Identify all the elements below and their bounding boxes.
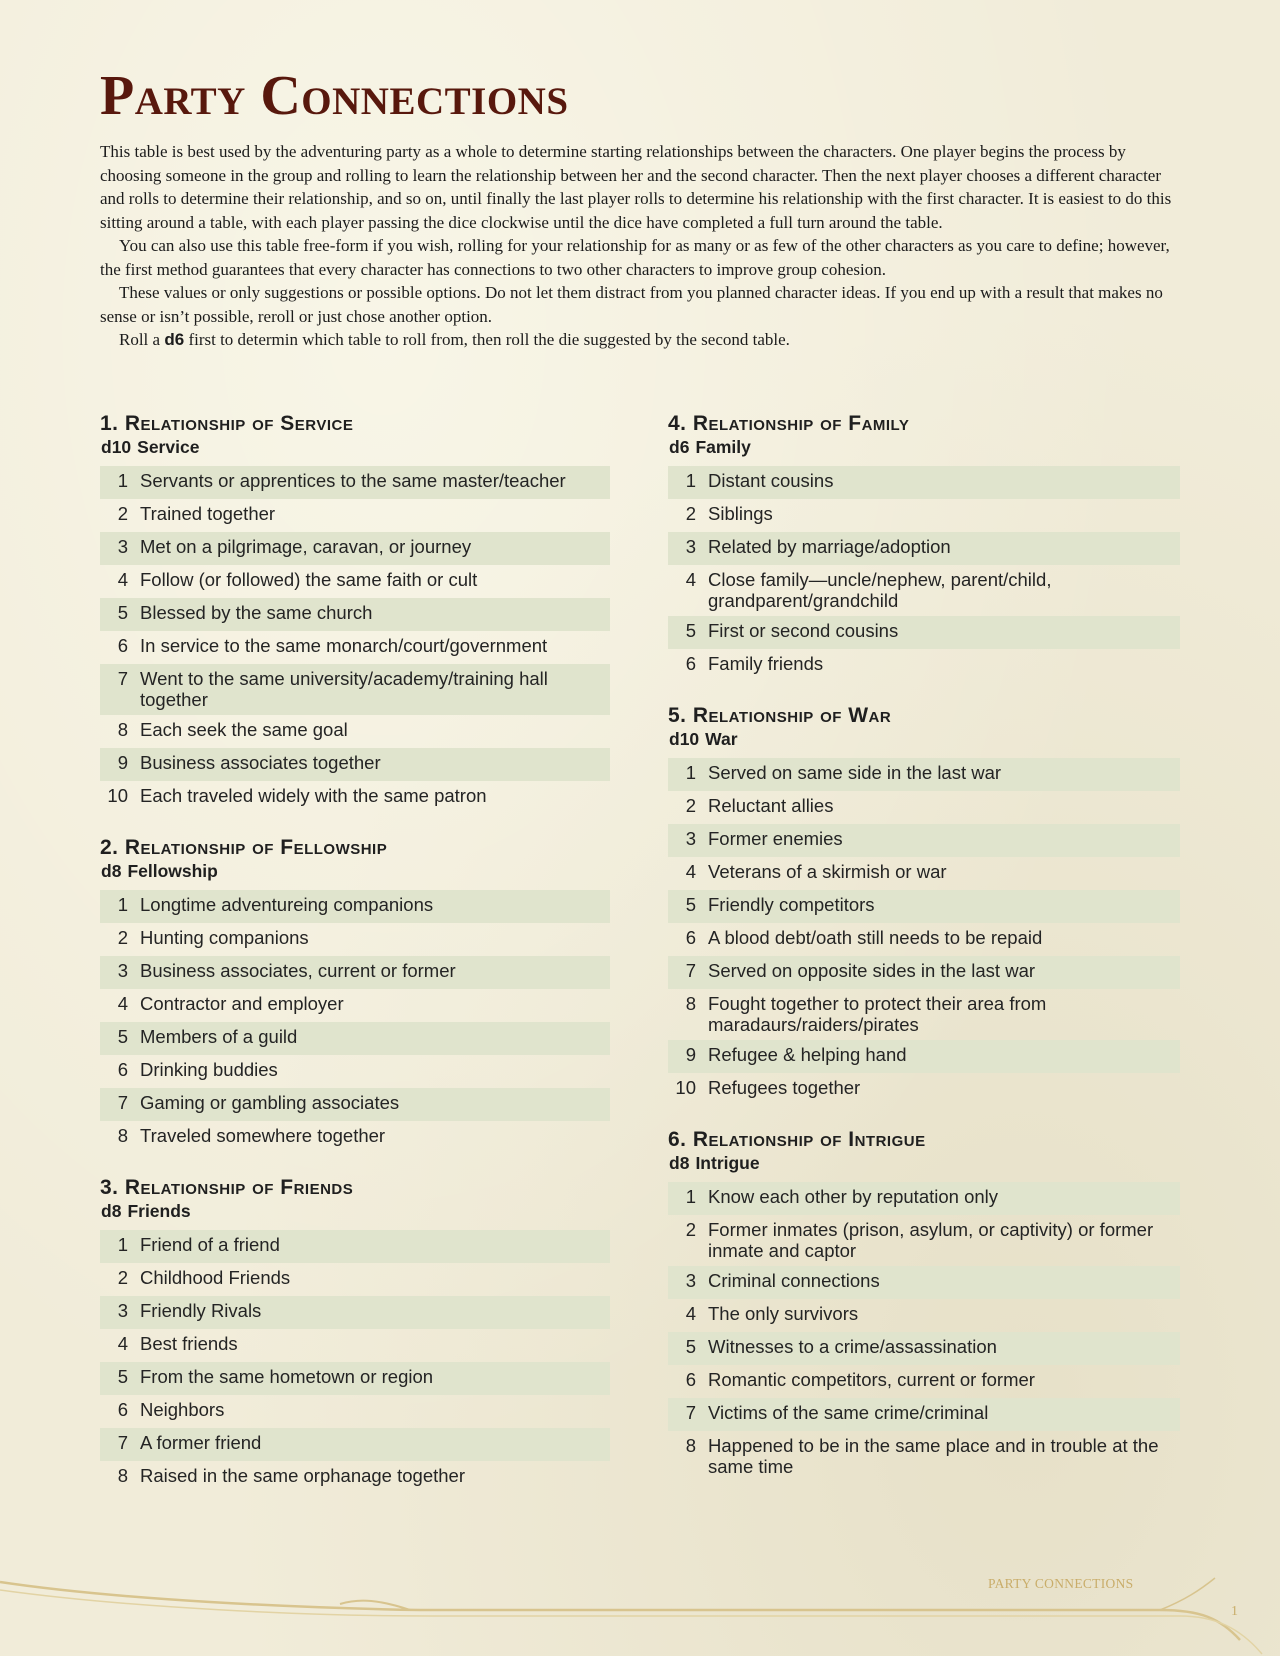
- table-row: [668, 1266, 1180, 1299]
- table-heading: 2. Relationship of Fellowship: [100, 836, 388, 859]
- roll-number: 3: [117, 1300, 128, 1321]
- relationship-text: Each seek the same goal: [140, 719, 348, 740]
- table-row: [668, 466, 1180, 499]
- relationship-text: Served on opposite sides in the last war: [708, 960, 1036, 981]
- roll-number: 6: [685, 927, 696, 948]
- table-row: [100, 499, 610, 532]
- table-row: [100, 1296, 610, 1329]
- roll-number: 7: [685, 1402, 696, 1423]
- table-row: [100, 1329, 610, 1362]
- table-row: [100, 631, 610, 664]
- roll-number: 10: [675, 1077, 696, 1098]
- die-label: d6: [669, 437, 690, 457]
- table-heading: 5. Relationship of War: [668, 704, 892, 727]
- intro-paragraph: This table is best used by the adventuring party as a whole to determine starting relationships between the characters. One player begins the process by choosing someone in the group and rolling to learn the relationship between her and the second character. Then the next player chooses a different character and rolls to determine their relationship, and so on, until finally the last player rolls to determine his relationship with the first character. It is easiest to do this sitting around a table, with each player passing the dice clockwise until the dice have completed a full turn around the table.: [100, 142, 1172, 232]
- table-row: [668, 565, 1180, 616]
- table-heading: 1. Relationship of Service: [100, 412, 354, 435]
- table-row: [100, 1461, 610, 1494]
- table-row: [668, 1182, 1180, 1215]
- relationship-text: Contractor and employer: [140, 993, 344, 1014]
- relationship-text: Gaming or gambling associates: [140, 1092, 400, 1113]
- roll-number: 4: [685, 861, 696, 882]
- roll-number: 1: [117, 470, 128, 491]
- table-row: [668, 791, 1180, 824]
- roll-number: 4: [685, 1303, 696, 1324]
- table-rows: [100, 1230, 610, 1494]
- roll-number: 1: [117, 894, 128, 915]
- roll-number: 1: [685, 1186, 696, 1207]
- relationship-text: Friend of a friend: [140, 1234, 280, 1255]
- table-row: [100, 923, 610, 956]
- roll-number: 6: [685, 1369, 696, 1390]
- category-label: Fellowship: [127, 861, 218, 881]
- relationship-text: Best friends: [140, 1333, 238, 1354]
- relationship-text: A blood debt/oath still needs to be repaid: [708, 927, 1043, 948]
- relationship-text: Friendly competitors: [708, 894, 875, 915]
- relationship-text: Related by marriage/adoption: [708, 536, 951, 557]
- roll-number: 1: [117, 1234, 128, 1255]
- roll-number: 2: [685, 1219, 696, 1240]
- table-heading: 4. Relationship of Family: [668, 412, 910, 435]
- table-row: [668, 1398, 1180, 1431]
- relationship-text: First or second cousins: [708, 620, 899, 641]
- category-label: Friends: [127, 1201, 191, 1221]
- roll-number: 6: [117, 635, 128, 656]
- relationship-text: Served on same side in the last war: [708, 762, 1002, 783]
- relationship-text: From the same hometown or region: [140, 1366, 434, 1387]
- table-rows: [668, 1182, 1180, 1482]
- table-fellowship: [100, 836, 610, 1154]
- roll-number: 4: [685, 569, 696, 590]
- relationship-text: Know each other by reputation only: [708, 1186, 999, 1207]
- roll-number: 1: [685, 762, 696, 783]
- table-row: [668, 1040, 1180, 1073]
- roll-number: 8: [117, 719, 128, 740]
- roll-number: 6: [117, 1059, 128, 1080]
- relationship-text: Childhood Friends: [140, 1267, 291, 1288]
- roll-number: 7: [685, 960, 696, 981]
- table-rows: [100, 890, 610, 1154]
- relationship-text: Romantic competitors, current or former: [708, 1369, 1035, 1390]
- die-label: d8: [101, 861, 122, 881]
- page-number: 1: [1231, 1604, 1238, 1619]
- relationship-text: Business associates, current or former: [140, 960, 456, 981]
- die-label: d8: [669, 1153, 690, 1173]
- relationship-text: Traveled somewhere together: [140, 1125, 386, 1146]
- relationship-text: Drinking buddies: [140, 1059, 278, 1080]
- relationship-text: Refugees together: [708, 1077, 861, 1098]
- die-label: d10: [669, 729, 700, 749]
- die-label: d8: [101, 1201, 122, 1221]
- relationship-text: Neighbors: [140, 1399, 225, 1420]
- roll-number: 7: [117, 668, 128, 689]
- roll-number: 8: [117, 1465, 128, 1486]
- relationship-text: The only survivors: [708, 1303, 859, 1324]
- table-row: [100, 1088, 610, 1121]
- table-row: [668, 1431, 1180, 1482]
- table-subheading: [101, 860, 610, 882]
- category-label: Service: [137, 437, 200, 457]
- table-friends: [100, 1176, 610, 1494]
- roll-number: 5: [685, 894, 696, 915]
- relationship-text: Servants or apprentices to the same master/teacher: [140, 470, 566, 491]
- table-row: [100, 664, 610, 715]
- intro-paragraph-roll: [100, 328, 1180, 352]
- relationship-text: Criminal connections: [708, 1270, 880, 1291]
- roll-number: 3: [685, 1270, 696, 1291]
- relationship-text: Follow (or followed) the same faith or cult: [140, 569, 478, 590]
- relationship-text: Longtime adventureing companions: [140, 894, 434, 915]
- table-service: [100, 412, 610, 814]
- table-row: [100, 1263, 610, 1296]
- roll-number: 2: [117, 503, 128, 524]
- roll-die: d6: [164, 330, 185, 349]
- table-row: [100, 1362, 610, 1395]
- intro-paragraph: These values or only suggestions or possible options. Do not let them distract from you planned character ideas. If you end up with a result that makes no sense or isn’t possible, reroll or just chose another option.: [100, 283, 1163, 326]
- table-row: [668, 890, 1180, 923]
- relationship-text: Business associates together: [140, 752, 381, 773]
- table-rows: [668, 466, 1180, 682]
- table-row: [100, 1428, 610, 1461]
- table-row: [100, 715, 610, 748]
- relationship-text: Former enemies: [708, 828, 843, 849]
- roll-number: 1: [685, 470, 696, 491]
- table-row: [100, 1022, 610, 1055]
- relationship-text: Hunting companions: [140, 927, 309, 948]
- table-family: [668, 412, 1180, 682]
- relationship-text: Happened to be in the same place and in trouble at the same time: [708, 1435, 1159, 1477]
- roll-number: 8: [117, 1125, 128, 1146]
- table-row: [100, 532, 610, 565]
- right-column: [668, 412, 1180, 1504]
- category-label: Family: [695, 437, 751, 457]
- roll-number: 2: [117, 927, 128, 948]
- relationship-text: Former inmates (prison, asylum, or captivity) or former inmate and captor: [708, 1219, 1154, 1261]
- category-label: Intrigue: [695, 1153, 760, 1173]
- relationship-text: Blessed by the same church: [140, 602, 373, 623]
- table-row: [668, 758, 1180, 791]
- table-row: [100, 781, 610, 814]
- relationship-text: Trained together: [140, 503, 276, 524]
- page-title: Party Connections: [100, 65, 569, 127]
- table-row: [668, 499, 1180, 532]
- relationship-text: Siblings: [708, 503, 773, 524]
- table-intrigue: [668, 1128, 1180, 1482]
- roll-number: 9: [117, 752, 128, 773]
- table-row: [668, 1299, 1180, 1332]
- roll-number: 7: [117, 1432, 128, 1453]
- table-row: [668, 824, 1180, 857]
- roll-number: 3: [117, 960, 128, 981]
- relationship-text: Members of a guild: [140, 1026, 298, 1047]
- roll-number: 7: [117, 1092, 128, 1113]
- roll-text-before: Roll a: [119, 330, 165, 349]
- roll-number: 3: [685, 536, 696, 557]
- table-row: [668, 1073, 1180, 1106]
- table-row: [100, 1121, 610, 1154]
- roll-number: 8: [685, 1435, 696, 1456]
- table-row: [668, 616, 1180, 649]
- roll-number: 6: [685, 653, 696, 674]
- table-row: [100, 565, 610, 598]
- roll-number: 2: [117, 1267, 128, 1288]
- table-row: [668, 649, 1180, 682]
- relationship-text: Raised in the same orphanage together: [140, 1465, 465, 1486]
- category-label: War: [705, 729, 738, 749]
- table-row: [668, 956, 1180, 989]
- table-row: [100, 1230, 610, 1263]
- table-rows: [668, 758, 1180, 1106]
- intro-text: [100, 140, 1180, 352]
- table-row: [668, 1215, 1180, 1266]
- roll-number: 4: [117, 1333, 128, 1354]
- roll-number: 3: [117, 536, 128, 557]
- table-row: [100, 1055, 610, 1088]
- relationship-text: A former friend: [140, 1432, 262, 1453]
- relationship-text: Close family—uncle/nephew, parent/child, grandparent/grandchild: [708, 569, 1052, 611]
- footer-label: PARTY CONNECTIONS: [988, 1576, 1134, 1591]
- table-row: [100, 989, 610, 1022]
- table-row: [668, 532, 1180, 565]
- table-row: [100, 890, 610, 923]
- roll-number: 5: [117, 602, 128, 623]
- table-row: [100, 598, 610, 631]
- relationship-text: Friendly Rivals: [140, 1300, 262, 1321]
- table-row: [668, 857, 1180, 890]
- relationship-text: Distant cousins: [708, 470, 834, 491]
- roll-number: 8: [685, 993, 696, 1014]
- relationship-text: Fought together to protect their area from maradaurs/raiders/pirates: [708, 993, 1047, 1035]
- table-subheading: [669, 1152, 1180, 1174]
- roll-number: 10: [107, 785, 128, 806]
- relationship-text: In service to the same monarch/court/government: [140, 635, 548, 656]
- roll-number: 5: [117, 1366, 128, 1387]
- table-row: [100, 466, 610, 499]
- roll-number: 5: [685, 620, 696, 641]
- roll-number: 5: [685, 1336, 696, 1357]
- relationship-text: Each traveled widely with the same patron: [140, 785, 487, 806]
- table-subheading: [669, 728, 1180, 750]
- table-heading: 3. Relationship of Friends: [100, 1176, 354, 1199]
- relationship-text: Family friends: [708, 653, 824, 674]
- relationship-text: Witnesses to a crime/assassination: [708, 1336, 997, 1357]
- left-column: [100, 412, 610, 1516]
- roll-number: 9: [685, 1044, 696, 1065]
- relationship-text: Veterans of a skirmish or war: [708, 861, 947, 882]
- table-row: [668, 1365, 1180, 1398]
- table-war: [668, 704, 1180, 1106]
- roll-number: 4: [117, 569, 128, 590]
- roll-number: 3: [685, 828, 696, 849]
- roll-number: 2: [685, 795, 696, 816]
- roll-number: 5: [117, 1026, 128, 1047]
- intro-paragraph: You can also use this table free-form if you wish, rolling for your relationship for as many or as few of the other characters as you care to define; however, the first method guarantees that every character has connections to two other characters to improve group cohesion.: [100, 236, 1170, 279]
- die-label: d10: [101, 437, 132, 457]
- table-row: [100, 956, 610, 989]
- relationship-text: Met on a pilgrimage, caravan, or journey: [140, 536, 472, 557]
- relationship-text: Refugee & helping hand: [708, 1044, 907, 1065]
- table-row: [668, 989, 1180, 1040]
- table-heading: 6. Relationship of Intrigue: [668, 1128, 926, 1151]
- relationship-text: Reluctant allies: [708, 795, 834, 816]
- table-row: [668, 1332, 1180, 1365]
- table-row: [668, 923, 1180, 956]
- table-subheading: [669, 436, 1180, 458]
- relationship-text: Victims of the same crime/criminal: [708, 1402, 989, 1423]
- table-row: [100, 748, 610, 781]
- table-subheading: [101, 436, 610, 458]
- table-rows: [100, 466, 610, 814]
- table-row: [100, 1395, 610, 1428]
- roll-number: 2: [685, 503, 696, 524]
- roll-number: 6: [117, 1399, 128, 1420]
- relationship-text: Went to the same university/academy/training hall together: [140, 668, 548, 710]
- table-subheading: [101, 1200, 610, 1222]
- roll-text-after: first to determin which table to roll from, then roll the die suggested by the second table.: [184, 330, 790, 349]
- roll-number: 4: [117, 993, 128, 1014]
